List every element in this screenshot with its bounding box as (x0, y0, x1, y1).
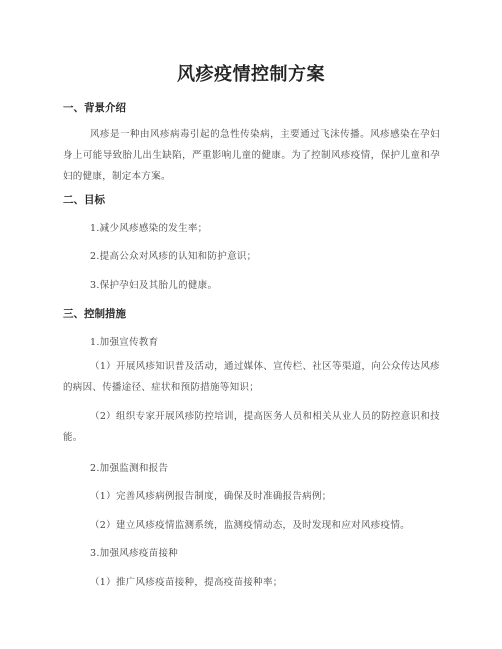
education-paragraph-2: （2）组织专家开展风疹防控培训，提高医务人员和相关从业人员的防控意识和技能。 (63, 411, 440, 443)
monitoring-paragraph-1: （1）完善风疹病例报告制度，确保及时准确报告病例； (90, 491, 332, 502)
section-heading-goals: 二、目标 (63, 194, 105, 206)
monitoring-paragraph-2: （2）建立风疹疫情监测系统，监测疫情动态，及时发现和应对风疹疫情。 (90, 520, 410, 531)
background-paragraph: 风疹是一种由风疹病毒引起的急性传染病，主要通过飞沫传播。风疹感染在孕妇身上可能导致胎儿出生缺陷，严重影响儿童的健康。为了控制风疹疫情，保护儿童和孕妇的健康，制定本方案。 (63, 129, 440, 182)
subheading-education: 1.加强宣传教育 (90, 337, 159, 348)
document-title: 风疹疫情控制方案 (177, 64, 325, 85)
goal-item-1: 1.减少风疹感染的发生率； (90, 223, 208, 234)
section-heading-measures: 三、控制措施 (63, 308, 126, 320)
education-paragraph-1: （1）开展风疹知识普及活动，通过媒体、宣传栏、社区等渠道，向公众传达风疹的病因、传播途径、症状和预防措施等知识； (63, 361, 440, 393)
vaccination-paragraph-1: （1）推广风疹疫苗接种，提高疫苗接种率； (90, 577, 283, 588)
subheading-vaccination: 3.加强风疹疫苗接种 (90, 548, 179, 559)
goal-item-2: 2.提高公众对风疹的认知和防护意识； (90, 251, 257, 262)
goal-item-3: 3.保护孕妇及其胎儿的健康。 (90, 280, 218, 291)
subheading-monitoring: 2.加强监测和报告 (90, 463, 169, 474)
section-heading-background: 一、背景介绍 (63, 102, 126, 114)
